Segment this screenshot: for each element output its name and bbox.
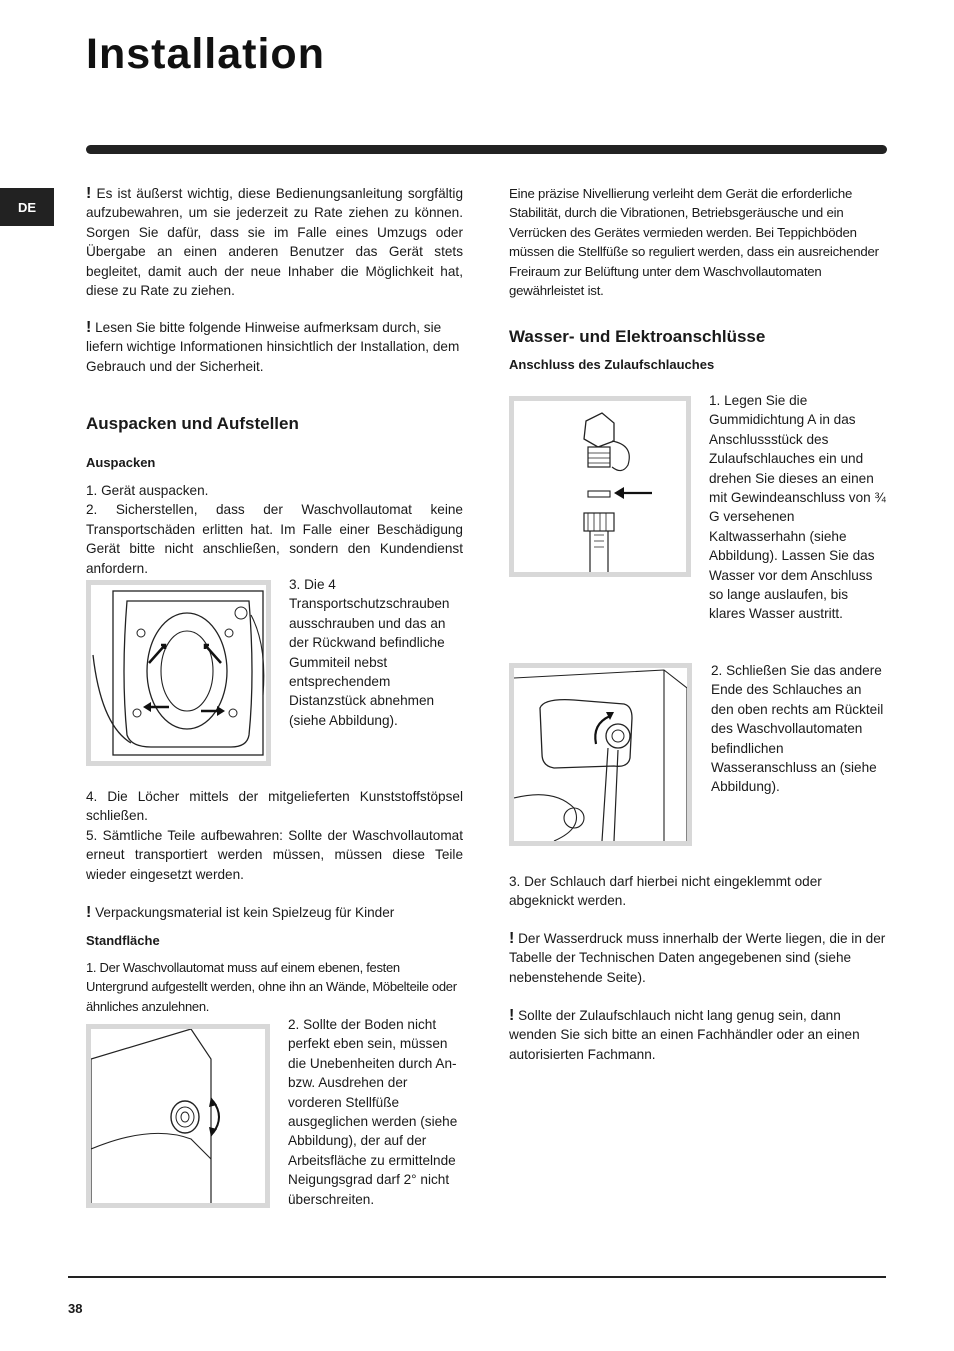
foot-adjust-illustration — [91, 1029, 265, 1203]
hose-step-3: 3. Der Schlauch darf hierbei nicht eingeklemmt oder abgeknickt werden. — [509, 874, 822, 909]
warning-hose-length: ! Sollte der Zulaufschlauch nicht lang genug sein, dann wenden Sie sich bitte an einen Fachhändler oder an einen autorisierten Fachmann. — [509, 1007, 860, 1062]
hose-step-1: 1. Legen Sie die Gummidichtung A in das Anschlussstück des Zulaufschlauches ein und drehen Sie dieses an einen mit Gewindeanschluss von ¾ G versehenen Kaltwasserhahn (siehe Abbildung). Lassen Sie das Wasser vor dem Anschluss so lange auslaufen, bis klares Wasser austritt. — [709, 393, 886, 622]
rear-connection-illustration — [514, 668, 687, 841]
page-number: 38 — [68, 1301, 83, 1316]
warning-icon: ! — [509, 930, 515, 947]
title-rule — [86, 145, 887, 154]
section-heading-unpacking: Auspacken und Aufstellen — [86, 414, 299, 433]
floor-step-1: 1. Der Waschvollautomat muss auf einem ebenen, festen Untergrund aufgestellt werden, ohne ihn an Wände, Möbelteile oder ähnliches anzulehnen. — [86, 960, 457, 1014]
warning-icon: ! — [86, 185, 92, 202]
warning-keep-manual: ! Es ist äußerst wichtig, diese Bedienungsanleitung sorgfältig aufzubewahren, um sie jederzeit zu Rate ziehen zu können. Sorgen Sie dafür, dass sie im Falle eines Umzugs oder Übergabe an einen anderen Benutzer das Gerät stets begleitet, damit auch der neue Inhaber die Möglichkeit hat, diese zu Rate zu ziehen. — [86, 185, 464, 299]
section-heading-connections: Wasser- und Elektroanschlüsse — [509, 327, 766, 346]
unpack-steps: 1. Gerät auspacken. 2. Sicherstellen, dass der Waschvollautomat keine Transportschäden erlitten hat. Im Falle einer Beschädigung Gerät bitte nicht anschließen, sondern den Kundendienst anfordern. — [86, 483, 463, 576]
warning-icon: ! — [86, 904, 92, 921]
hose-step-2: 2. Schließen Sie das andere Ende des Schlauches an den oben rechts am Rückteil des Waschvollautomaten befindlichen Wasseranschluss an (siehe Abbildung). — [711, 663, 884, 795]
subheading-hose: Anschluss des Zulaufschlauches — [509, 357, 715, 372]
warning-read-notes: ! Lesen Sie bitte folgende Hinweise aufmerksam durch, sie liefern wichtige Informationen hinsichtlich der Installation, dem Gebrauch und der Sicherheit. — [86, 319, 460, 374]
step-3-text: 3. Die 4 Transportschutzschrauben ausschrauben und das an der Rückwand befindliche Gummiteil nebst entsprechendem Distanzstück abnehmen (siehe Abbildung). — [289, 577, 450, 728]
subheading-floor: Standfläche — [86, 933, 160, 948]
language-tab: DE — [0, 188, 54, 226]
warning-packaging: ! Verpackungsmaterial ist kein Spielzeug für Kinder — [86, 904, 395, 921]
floor-step-2: 2. Sollte der Boden nicht perfekt eben sein, müssen die Unebenheiten durch An- bzw. Ausdrehen der vorderen Stellfüße ausgeglichen werden (siehe Abbildung), der auf der Arbeitsfläche zu ermittelnde Neigungsgrad darf 2° nicht überschreiten. — [288, 1017, 458, 1207]
figure-rear-panel — [86, 580, 271, 766]
leveling-text: Eine präzise Nivellierung verleiht dem Gerät die erforderliche Stabilität, durch die Vibrationen, Betriebsgeräusche und ein Verrücken des Gerätes vermieden werden. Bei Teppichböden müssen die Stellfüße so reguliert werden, dass ein ausreichender Freiraum zur Belüftung unter dem Waschvollautomaten gewährleistet ist. — [509, 186, 879, 299]
subheading-unpack: Auspacken — [86, 455, 156, 470]
page-title: Installation — [86, 30, 325, 78]
warning-icon: ! — [509, 1007, 515, 1024]
washer-rear-illustration — [91, 585, 266, 761]
figure-hose-seal — [509, 396, 691, 577]
hose-seal-illustration — [514, 401, 686, 572]
warning-icon: ! — [86, 319, 92, 336]
figure-adjustable-foot — [86, 1024, 270, 1208]
steps-4-5: 4. Die Löcher mittels der mitgelieferten Kunststoffstöpsel schließen. 5. Sämtliche Teile aufbewahren: Sollte der Waschvollautomat erneut transportiert werden müssen, müssen diese Teile wieder eingesetzt werden. — [86, 789, 463, 882]
warning-water-pressure: ! Der Wasserdruck muss innerhalb der Werte liegen, die in der Tabelle der Technischen Daten angegebenen sind (siehe nebenstehende Seite). — [509, 930, 886, 985]
figure-hose-connection — [509, 663, 692, 846]
footer-rule — [68, 1276, 886, 1278]
